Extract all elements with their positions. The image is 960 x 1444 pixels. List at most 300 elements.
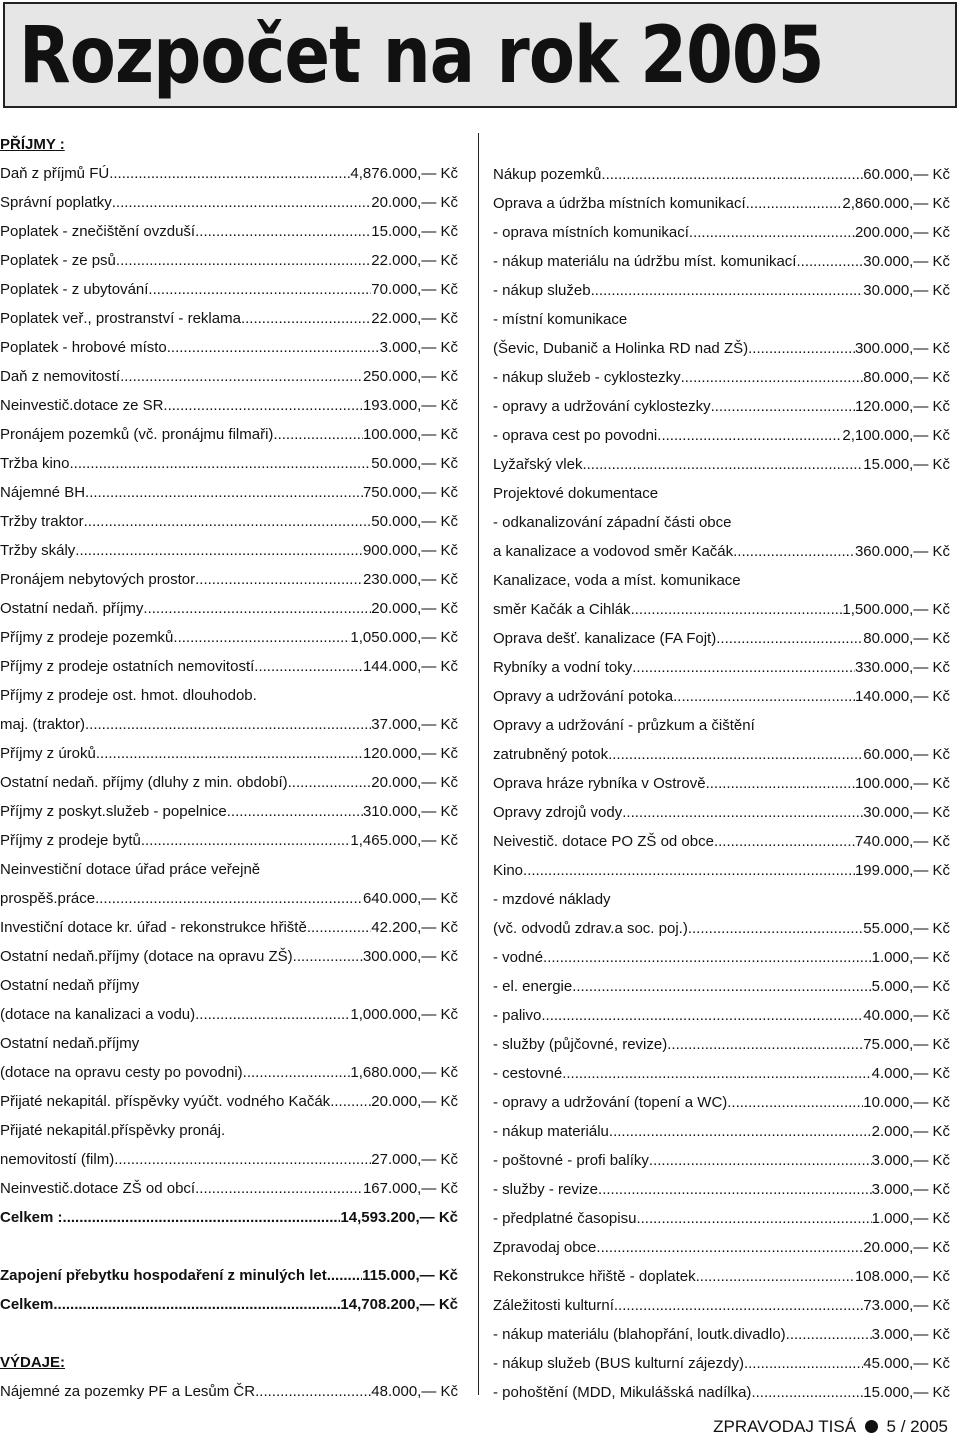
expense-value: 199.000,— Kč bbox=[854, 862, 950, 879]
expense-value: 55.000,— Kč bbox=[863, 920, 950, 937]
leader-dots bbox=[227, 797, 363, 826]
expense-row bbox=[493, 189, 950, 218]
income-row bbox=[0, 826, 458, 855]
leader-dots bbox=[601, 160, 863, 189]
expense-value: 1,500.000,— Kč bbox=[842, 601, 950, 618]
expense-label: Oprava a údržba místních komunikací bbox=[493, 195, 746, 212]
leader-dots bbox=[786, 1320, 872, 1349]
leader-dots bbox=[796, 247, 863, 276]
expenses-heading: VÝDAJE: bbox=[0, 1354, 66, 1371]
leader-dots bbox=[681, 363, 864, 392]
expense-row bbox=[0, 1377, 458, 1406]
leader-dots bbox=[632, 653, 855, 682]
income-row bbox=[0, 362, 458, 391]
expense-value: 80.000,— Kč bbox=[863, 369, 950, 386]
expense-row bbox=[493, 363, 950, 392]
income-value: 15.000,— Kč bbox=[371, 223, 458, 240]
income-value: 3.000,— Kč bbox=[379, 339, 458, 356]
leader-dots bbox=[141, 826, 351, 855]
income-value: 20.000,— Kč bbox=[371, 774, 458, 791]
leader-dots bbox=[649, 1146, 872, 1175]
leader-dots bbox=[327, 1261, 362, 1290]
expense-row bbox=[493, 1233, 950, 1262]
expense-value: 2,100.000,— Kč bbox=[842, 427, 950, 444]
income-label: Neinvestič.dotace ze SR bbox=[0, 397, 164, 414]
expense-value: 3.000,— Kč bbox=[871, 1152, 950, 1169]
income-label: Přijaté nekapitál. příspěvky vyúčt. vodného Kačák bbox=[0, 1093, 331, 1110]
income-row bbox=[0, 1145, 458, 1174]
income-value: 100.000,— Kč bbox=[362, 426, 458, 443]
expense-row bbox=[493, 334, 950, 363]
expense-value: 140.000,— Kč bbox=[854, 688, 950, 705]
leader-dots bbox=[69, 449, 371, 478]
income-row bbox=[0, 188, 458, 217]
leader-dots bbox=[109, 159, 350, 188]
income-value: 20.000,— Kč bbox=[371, 600, 458, 617]
leader-dots bbox=[523, 856, 855, 885]
expense-text: - mzdové náklady bbox=[493, 891, 611, 908]
expense-text: Opravy a udržování - průzkum a čištění bbox=[493, 717, 755, 734]
bullet-icon bbox=[865, 1420, 878, 1433]
income-label: Ostatní nedaň. příjmy (dluhy z min. období) bbox=[0, 774, 288, 791]
leader-dots bbox=[609, 1117, 872, 1146]
income-label: Poplatek - z ubytování bbox=[0, 281, 149, 298]
expense-label: Oprava hráze rybníka v Ostrově bbox=[493, 775, 706, 792]
income-label: (dotace na kanalizaci a vodu) bbox=[0, 1006, 196, 1023]
grand-total-label: Celkem bbox=[0, 1296, 54, 1313]
income-label: Daň z nemovitostí bbox=[0, 368, 121, 385]
expense-value: 48.000,— Kč bbox=[371, 1383, 458, 1400]
expense-value: 200.000,— Kč bbox=[854, 224, 950, 241]
income-value: 4,876.000,— Kč bbox=[350, 165, 458, 182]
expense-row bbox=[493, 421, 950, 450]
expense-value: 1.000,— Kč bbox=[871, 949, 950, 966]
leader-dots bbox=[673, 682, 855, 711]
leader-dots bbox=[148, 275, 371, 304]
income-value: 50.000,— Kč bbox=[371, 513, 458, 530]
income-row bbox=[0, 652, 458, 681]
expense-value: 3.000,— Kč bbox=[871, 1181, 950, 1198]
leader-dots bbox=[714, 827, 855, 856]
expense-row bbox=[493, 972, 950, 1001]
income-value: 37.000,— Kč bbox=[371, 716, 458, 733]
leader-dots bbox=[53, 1290, 340, 1319]
income-label: Tržby skály bbox=[0, 542, 76, 559]
income-row bbox=[0, 942, 458, 971]
surplus-label: Zapojení přebytku hospodaření z minulých let bbox=[0, 1267, 327, 1284]
income-value: 120.000,— Kč bbox=[362, 745, 458, 762]
expense-row bbox=[493, 1175, 950, 1204]
expense-label: - el. energie bbox=[493, 978, 573, 995]
leader-dots bbox=[116, 246, 371, 275]
leader-dots bbox=[63, 1203, 341, 1232]
leader-dots bbox=[120, 362, 363, 391]
leader-dots bbox=[167, 333, 380, 362]
expense-row bbox=[493, 1030, 950, 1059]
expense-label: Nájemné za pozemky PF a Lesům ČR bbox=[0, 1383, 256, 1400]
expense-row bbox=[493, 914, 950, 943]
expense-value: 2.000,— Kč bbox=[871, 1123, 950, 1140]
leader-dots bbox=[631, 595, 843, 624]
expense-row bbox=[493, 943, 950, 972]
income-row bbox=[0, 884, 458, 913]
expense-label: - nákup služeb (BUS kulturní zájezdy) bbox=[493, 1355, 744, 1372]
expense-row bbox=[493, 450, 950, 479]
expense-row bbox=[493, 624, 950, 653]
leader-dots bbox=[622, 798, 863, 827]
income-label: Příjmy z úroků bbox=[0, 745, 96, 762]
leader-dots bbox=[711, 392, 855, 421]
expense-value: 30.000,— Kč bbox=[863, 804, 950, 821]
leader-dots bbox=[241, 304, 371, 333]
income-label: Nájemné BH bbox=[0, 484, 86, 501]
expense-row bbox=[493, 1088, 950, 1117]
expense-label: Opravy zdrojů vody bbox=[493, 804, 623, 821]
expense-label: - nákup služeb bbox=[493, 282, 591, 299]
expense-label: - služby - revize bbox=[493, 1181, 599, 1198]
income-text: Přijaté nekapitál.příspěvky pronáj. bbox=[0, 1122, 226, 1139]
expense-value: 300.000,— Kč bbox=[854, 340, 950, 357]
expense-row bbox=[493, 1146, 950, 1175]
expense-value: 5.000,— Kč bbox=[871, 978, 950, 995]
leader-dots bbox=[254, 652, 363, 681]
income-row bbox=[0, 159, 458, 188]
leader-dots bbox=[96, 739, 363, 768]
leader-dots bbox=[582, 450, 863, 479]
income-value: 640.000,— Kč bbox=[362, 890, 458, 907]
expense-value: 60.000,— Kč bbox=[863, 746, 950, 763]
leader-dots bbox=[143, 594, 371, 623]
expense-row bbox=[493, 1378, 950, 1407]
expense-label: - služby (půjčovné, revize) bbox=[493, 1036, 668, 1053]
expense-value: 80.000,— Kč bbox=[863, 630, 950, 647]
income-label: Příjmy z prodeje pozemků bbox=[0, 629, 174, 646]
income-label: Ostatní nedaň.příjmy (dotace na opravu ZŠ) bbox=[0, 948, 293, 965]
expense-label: - poštovné - profi balíky bbox=[493, 1152, 649, 1169]
leader-dots bbox=[195, 217, 371, 246]
expense-value: 4.000,— Kč bbox=[871, 1065, 950, 1082]
expense-value: 10.000,— Kč bbox=[863, 1094, 950, 1111]
income-value: 750.000,— Kč bbox=[362, 484, 458, 501]
income-row bbox=[0, 594, 458, 623]
leader-dots bbox=[636, 1204, 871, 1233]
income-label: Pronájem nebytových prostor bbox=[0, 571, 196, 588]
income-total-label: Celkem : bbox=[0, 1209, 63, 1226]
income-row bbox=[0, 217, 458, 246]
income-label: Ostatní nedaň. příjmy bbox=[0, 600, 144, 617]
income-row bbox=[0, 420, 458, 449]
expense-label: (vč. odvodů zdrav.a soc. poj.) bbox=[493, 920, 688, 937]
expense-label: - pohoštění (MDD, Mikulášská nadílka) bbox=[493, 1384, 752, 1401]
expense-value: 73.000,— Kč bbox=[863, 1297, 950, 1314]
income-label: Pronájem pozemků (vč. pronájmu filmaři) bbox=[0, 426, 274, 443]
expense-list bbox=[493, 160, 950, 1407]
expense-row bbox=[493, 276, 950, 305]
income-label: Daň z příjmů FÚ bbox=[0, 165, 110, 182]
expense-text: - místní komunikace bbox=[493, 311, 628, 328]
expense-label: zatrubněný potok bbox=[493, 746, 609, 763]
expense-value: 330.000,— Kč bbox=[854, 659, 950, 676]
leader-dots bbox=[95, 884, 363, 913]
expense-label: - nákup materiálu (blahopřání, loutk.divadlo) bbox=[493, 1326, 786, 1343]
income-value: 144.000,— Kč bbox=[362, 658, 458, 675]
publication-name: ZPRAVODAJ TISÁ bbox=[713, 1417, 857, 1436]
leader-dots bbox=[562, 1059, 871, 1088]
expense-row bbox=[493, 827, 950, 856]
leader-dots bbox=[84, 507, 372, 536]
expense-row bbox=[493, 247, 950, 276]
income-value: 1,465.000,— Kč bbox=[350, 832, 458, 849]
surplus-value: 115.000,— Kč bbox=[362, 1267, 458, 1284]
expense-text: Projektové dokumentace bbox=[493, 485, 659, 502]
leader-dots bbox=[307, 913, 371, 942]
expense-value: 2,860.000,— Kč bbox=[842, 195, 950, 212]
leader-dots bbox=[195, 1174, 363, 1203]
expense-label: Nákup pozemků bbox=[493, 166, 602, 183]
income-label: Poplatek veř., prostranství - reklama bbox=[0, 310, 241, 327]
income-list bbox=[0, 159, 458, 1203]
income-value: 230.000,— Kč bbox=[362, 571, 458, 588]
spacer bbox=[0, 1319, 458, 1348]
leader-dots bbox=[746, 189, 843, 218]
leader-dots bbox=[591, 276, 864, 305]
grand-total-row bbox=[0, 1290, 458, 1319]
expense-value: 75.000,— Kč bbox=[863, 1036, 950, 1053]
income-row bbox=[0, 1087, 458, 1116]
income-value: 1,680.000,— Kč bbox=[350, 1064, 458, 1081]
expenses-column bbox=[493, 160, 950, 1407]
income-value: 22.000,— Kč bbox=[371, 252, 458, 269]
expense-row bbox=[493, 856, 950, 885]
income-label: Poplatek - ze psů bbox=[0, 252, 116, 269]
leader-dots bbox=[255, 1377, 371, 1406]
expense-label: Záležitosti kulturní bbox=[493, 1297, 614, 1314]
expense-label: Neivestič. dotace PO ZŠ od obce bbox=[493, 833, 714, 850]
leader-dots bbox=[173, 623, 350, 652]
income-label: Správní poplatky bbox=[0, 194, 112, 211]
page-title: Rozpočet na rok 2005 bbox=[19, 11, 824, 101]
expense-value: 3.000,— Kč bbox=[871, 1326, 950, 1343]
expense-value: 100.000,— Kč bbox=[854, 775, 950, 792]
leader-dots bbox=[293, 942, 363, 971]
income-row bbox=[0, 710, 458, 739]
income-row bbox=[0, 507, 458, 536]
leader-dots bbox=[114, 1145, 371, 1174]
expense-value: 15.000,— Kč bbox=[863, 1384, 950, 1401]
leader-dots bbox=[727, 1088, 863, 1117]
leader-dots bbox=[688, 914, 863, 943]
income-label: Neinvestič.dotace ZŠ od obcí bbox=[0, 1180, 196, 1197]
expense-row bbox=[493, 1320, 950, 1349]
income-row bbox=[0, 478, 458, 507]
expense-label: - oprava místních komunikací bbox=[493, 224, 689, 241]
income-label: Tržby traktor bbox=[0, 513, 84, 530]
expense-label: - opravy a udržování cyklostezky bbox=[493, 398, 711, 415]
income-row bbox=[0, 333, 458, 362]
income-value: 22.000,— Kč bbox=[371, 310, 458, 327]
leader-dots bbox=[75, 536, 363, 565]
income-value: 250.000,— Kč bbox=[362, 368, 458, 385]
income-label: Tržba kino bbox=[0, 455, 70, 472]
expense-row bbox=[493, 392, 950, 421]
income-value: 50.000,— Kč bbox=[371, 455, 458, 472]
leader-dots bbox=[288, 768, 372, 797]
income-row bbox=[0, 304, 458, 333]
expense-label: - cestovné bbox=[493, 1065, 563, 1082]
income-text: Ostatní nedaň.příjmy bbox=[0, 1035, 140, 1052]
income-row bbox=[0, 246, 458, 275]
income-text: Neinvestiční dotace úřad práce veřejně bbox=[0, 861, 261, 878]
expense-row bbox=[493, 769, 950, 798]
income-row bbox=[0, 565, 458, 594]
income-row bbox=[0, 536, 458, 565]
income-row bbox=[0, 1058, 458, 1087]
expense-row bbox=[493, 1059, 950, 1088]
expense-row bbox=[493, 682, 950, 711]
expense-value: 30.000,— Kč bbox=[863, 282, 950, 299]
income-value: 1,000.000,— Kč bbox=[350, 1006, 458, 1023]
expense-row bbox=[493, 160, 950, 189]
leader-dots bbox=[572, 972, 871, 1001]
income-label: Příjmy z prodeje ostatních nemovitostí bbox=[0, 658, 255, 675]
expense-row bbox=[493, 1117, 950, 1146]
income-label: Investiční dotace kr. úřad - rekonstrukce hřiště bbox=[0, 919, 307, 936]
expense-value: 40.000,— Kč bbox=[863, 1007, 950, 1024]
issue-number: 5 / 2005 bbox=[886, 1417, 948, 1436]
income-label: Poplatek - znečištění ovzduší bbox=[0, 223, 196, 240]
expense-value: 45.000,— Kč bbox=[863, 1355, 950, 1372]
expense-row bbox=[493, 1204, 950, 1233]
leader-dots bbox=[543, 943, 872, 972]
leader-dots bbox=[163, 391, 363, 420]
leader-dots bbox=[596, 1233, 863, 1262]
leader-dots bbox=[657, 421, 842, 450]
income-total-value: 14,593.200,— Kč bbox=[340, 1209, 458, 1226]
expense-value: 740.000,— Kč bbox=[854, 833, 950, 850]
grand-total-value: 14,708.200,— Kč bbox=[340, 1296, 458, 1313]
income-row bbox=[0, 768, 458, 797]
expense-value: 360.000,— Kč bbox=[854, 543, 950, 560]
income-value: 27.000,— Kč bbox=[371, 1151, 458, 1168]
spacer bbox=[0, 1232, 458, 1261]
expense-row bbox=[493, 798, 950, 827]
expense-label: - vodné bbox=[493, 949, 544, 966]
income-value: 900.000,— Kč bbox=[362, 542, 458, 559]
income-label: Příjmy z poskyt.služeb - popelnice bbox=[0, 803, 227, 820]
title-banner bbox=[3, 2, 957, 108]
income-row bbox=[0, 739, 458, 768]
expense-value: 30.000,— Kč bbox=[863, 253, 950, 270]
expense-label: - oprava cest po povodni bbox=[493, 427, 658, 444]
expense-row bbox=[493, 1001, 950, 1030]
expense-label: Rybníky a vodní toky bbox=[493, 659, 633, 676]
expense-text: - odkanalizování západní části obce bbox=[493, 514, 732, 531]
income-label: Poplatek - hrobové místo bbox=[0, 339, 167, 356]
expense-value: 108.000,— Kč bbox=[854, 1268, 950, 1285]
income-total-row bbox=[0, 1203, 458, 1232]
income-value: 300.000,— Kč bbox=[362, 948, 458, 965]
leader-dots bbox=[273, 420, 363, 449]
expense-label: - předplatné časopisu bbox=[493, 1210, 637, 1227]
expense-text: Kanalizace, voda a míst. komunikace bbox=[493, 572, 741, 589]
expense-value: 15.000,— Kč bbox=[863, 456, 950, 473]
expense-row bbox=[493, 595, 950, 624]
leader-dots bbox=[598, 1175, 872, 1204]
expense-label: Rekonstrukce hřiště - doplatek bbox=[493, 1268, 696, 1285]
income-row bbox=[0, 275, 458, 304]
expense-label: Kino bbox=[493, 862, 524, 879]
leader-dots bbox=[85, 710, 371, 739]
expense-row bbox=[493, 1262, 950, 1291]
expense-label: směr Kačák a Cihlák bbox=[493, 601, 631, 618]
income-value: 1,050.000,— Kč bbox=[350, 629, 458, 646]
income-row bbox=[0, 913, 458, 942]
leader-dots bbox=[541, 1001, 863, 1030]
income-value: 310.000,— Kč bbox=[362, 803, 458, 820]
income-value: 20.000,— Kč bbox=[371, 1093, 458, 1110]
expense-row bbox=[493, 1291, 950, 1320]
leader-dots bbox=[716, 624, 863, 653]
expense-row bbox=[493, 1349, 950, 1378]
expense-row bbox=[493, 740, 950, 769]
income-label: (dotace na opravu cesty po povodni) bbox=[0, 1064, 243, 1081]
income-row bbox=[0, 1000, 458, 1029]
surplus-row bbox=[0, 1261, 458, 1290]
leader-dots bbox=[85, 478, 363, 507]
expense-value: 60.000,— Kč bbox=[863, 166, 950, 183]
leader-dots bbox=[112, 188, 372, 217]
income-row bbox=[0, 391, 458, 420]
expense-value: 20.000,— Kč bbox=[863, 1239, 950, 1256]
income-row bbox=[0, 797, 458, 826]
income-label: maj. (traktor) bbox=[0, 716, 86, 733]
income-value: 70.000,— Kč bbox=[371, 281, 458, 298]
income-value: 167.000,— Kč bbox=[362, 1180, 458, 1197]
income-value: 20.000,— Kč bbox=[371, 194, 458, 211]
leader-dots bbox=[689, 218, 855, 247]
column-divider bbox=[478, 133, 479, 1395]
income-text: Ostatní nedaň příjmy bbox=[0, 977, 140, 994]
footer bbox=[713, 1415, 948, 1439]
expense-row bbox=[493, 537, 950, 566]
leader-dots bbox=[608, 740, 863, 769]
leader-dots bbox=[744, 1349, 863, 1378]
income-value: 193.000,— Kč bbox=[362, 397, 458, 414]
income-text: Příjmy z prodeje ost. hmot. dlouhodob. bbox=[0, 687, 257, 704]
leader-dots bbox=[751, 1378, 863, 1407]
income-row bbox=[0, 623, 458, 652]
leader-dots bbox=[614, 1291, 863, 1320]
income-heading: PŘÍJMY : bbox=[0, 136, 65, 153]
expense-value: 1.000,— Kč bbox=[871, 1210, 950, 1227]
expense-label: Lyžařský vlek bbox=[493, 456, 583, 473]
income-label: nemovitostí (film) bbox=[0, 1151, 115, 1168]
expense-label: - nákup materiálu na údržbu míst. komunikací bbox=[493, 253, 797, 270]
leader-dots bbox=[667, 1030, 863, 1059]
expense-label: (Ševic, Dubanič a Holinka RD nad ZŠ) bbox=[493, 340, 749, 357]
income-column bbox=[0, 130, 458, 1406]
leader-dots bbox=[706, 769, 855, 798]
leader-dots bbox=[748, 334, 855, 363]
expense-label: Opravy a udržování potoka bbox=[493, 688, 674, 705]
leader-dots bbox=[330, 1087, 371, 1116]
leader-dots bbox=[696, 1262, 855, 1291]
income-label: prospěš.práce bbox=[0, 890, 96, 907]
expense-label: - palivo bbox=[493, 1007, 542, 1024]
expense-row bbox=[493, 653, 950, 682]
expense-label: Oprava dešť. kanalizace (FA Fojt) bbox=[493, 630, 717, 647]
leader-dots bbox=[243, 1058, 351, 1087]
